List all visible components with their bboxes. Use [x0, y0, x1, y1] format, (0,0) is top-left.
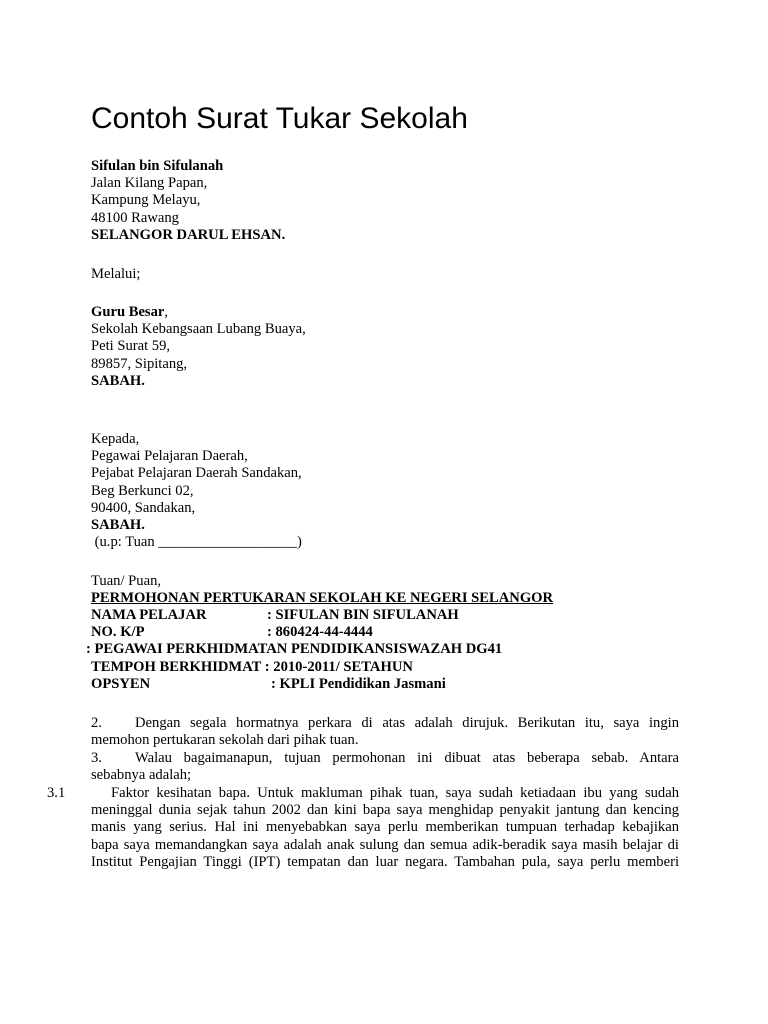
sender-address-line: Jalan Kilang Papan,	[91, 175, 208, 192]
sender-state: SELANGOR DARUL EHSAN.	[91, 226, 286, 243]
recipient-state: SABAH.	[91, 517, 145, 534]
recipient-address-line: Beg Berkunci 02,	[91, 482, 194, 499]
recipient-address	[91, 431, 691, 551]
paragraph-text: manis yang serius. Hal ini menyebabkan saya perlu memberikan tumpuan terhadap kebajikan	[91, 819, 679, 836]
sender-address	[91, 158, 691, 244]
detail-label: NAMA PELAJAR	[91, 607, 207, 623]
detail-value: TEMPOH BERKHIDMAT : 2010-2011/ SETAHUN	[91, 658, 413, 675]
headmaster-title: Guru Besar	[91, 304, 165, 320]
paragraph-number: 2.	[91, 715, 102, 731]
recipient-intro: Kepada,	[91, 431, 140, 447]
recipient-address-line: Pegawai Pelajaran Daerah,	[91, 448, 248, 465]
detail-value: : PEGAWAI PERKHIDMATAN PENDIDIKANSISWAZAH DG41	[86, 641, 503, 658]
paragraph-3	[91, 750, 679, 784]
recipient-address-line: 90400, Sandakan,	[91, 499, 196, 516]
headmaster-address-line: Peti Surat 59,	[91, 338, 171, 355]
detail-row-option	[91, 676, 691, 693]
detail-label: OPSYEN	[91, 675, 151, 692]
letter-salutation	[91, 573, 691, 607]
paragraph-text: memohon pertukaran sekolah dari pihak tuan.	[91, 732, 359, 749]
paragraph-text: sebabnya adalah;	[91, 767, 192, 784]
detail-row-name	[91, 607, 691, 624]
detail-row-service	[91, 659, 691, 676]
detail-row-post	[86, 641, 691, 658]
applicant-details	[86, 607, 691, 693]
detail-value: : SIFULAN BIN SIFULANAH	[267, 607, 459, 623]
headmaster-address-line: 89857, Sipitang,	[91, 355, 188, 372]
headmaster-state: SABAH.	[91, 372, 145, 389]
paragraph-text: Dengan segala hormatnya perkara di atas adalah dirujuk. Berikutan itu, saya ingin	[135, 715, 679, 731]
detail-value: : 860424-44-4444	[267, 624, 373, 641]
page-title: Contoh Surat Tukar Sekolah	[91, 102, 468, 135]
paragraph-number: 3.1	[47, 785, 66, 801]
paragraph-3-1	[91, 785, 679, 871]
sender-name: Sifulan bin Sifulanah	[91, 158, 224, 174]
paragraph-text: Faktor kesihatan bapa. Untuk makluman pihak tuan, saya sudah ketiadaan ibu yang sudah	[111, 785, 679, 801]
paragraph-text: bapa saya memandangkan saya adalah anak sulung dan semua adik-beradik saya masih belajar di	[91, 836, 679, 853]
via-label: Melalui;	[91, 266, 141, 282]
headmaster-address	[91, 304, 691, 390]
headmaster-address-line: Sekolah Kebangsaan Lubang Buaya,	[91, 321, 306, 338]
detail-value: : KPLI Pendidikan Jasmani	[271, 675, 446, 692]
sender-address-line: 48100 Rawang	[91, 209, 179, 226]
paragraph-number: 3.	[91, 750, 102, 766]
paragraph-text: Walau bagaimanapun, tujuan permohonan ini dibuat atas beberapa sebab. Antara	[135, 750, 679, 766]
paragraph-text: meninggal dunia sejak tahun 2002 dan kini bapa saya menghidap penyakit jantung dan kencing	[91, 802, 679, 819]
paragraph-text: Institut Pengajian Tinggi (IPT) tempatan dan luar negara. Tambahan pula, saya perlu memberi	[91, 853, 679, 870]
sender-address-line: Kampung Melayu,	[91, 192, 201, 209]
recipient-attention: (u.p: Tuan ___________________)	[91, 534, 302, 551]
headmaster-title-suffix: ,	[164, 304, 169, 320]
detail-label: NO. K/P	[91, 624, 145, 641]
letter-subject: PERMOHONAN PERTUKARAN SEKOLAH KE NEGERI SELANGOR	[91, 590, 554, 607]
detail-row-ic	[91, 624, 691, 641]
recipient-address-line: Pejabat Pelajaran Daerah Sandakan,	[91, 465, 302, 482]
salutation-text: Tuan/ Puan,	[91, 573, 162, 589]
paragraph-2	[91, 715, 679, 749]
